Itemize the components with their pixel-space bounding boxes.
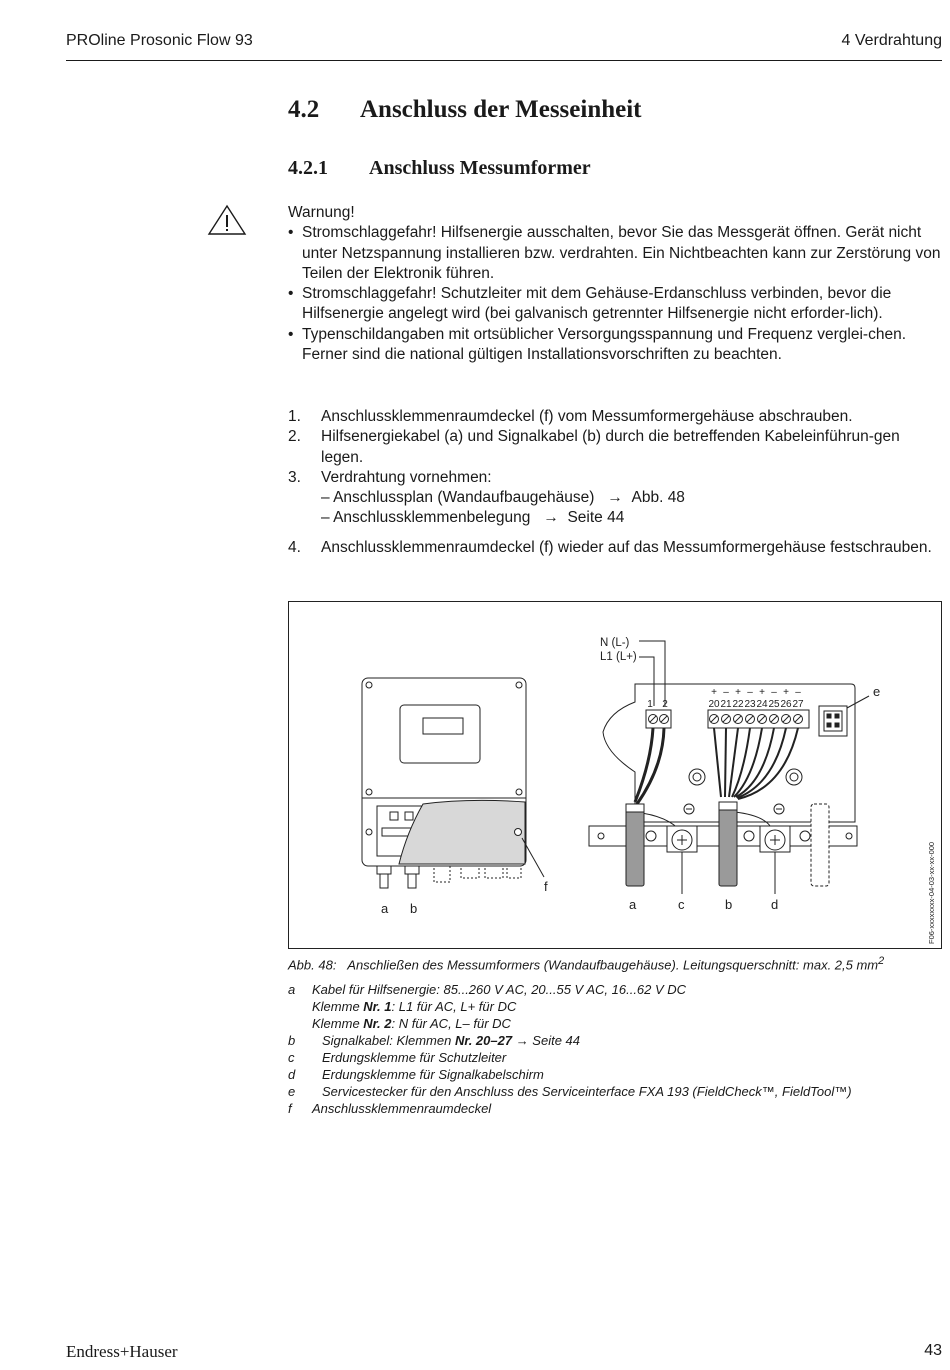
polarity-label: +: [711, 687, 717, 698]
legend-text: Erdungsklemme für Schutzleiter: [322, 1050, 507, 1065]
section-title: Anschluss der Messeinheit: [360, 96, 642, 123]
subsection-number: 4.2.1: [288, 157, 328, 179]
terminal-label: 26: [780, 699, 792, 710]
terminal-label: 20: [708, 699, 720, 710]
terminal-label: 1: [647, 699, 653, 710]
label-b-left: b: [410, 901, 418, 916]
legend-text: Anschlussklemmenraumdeckel: [312, 1101, 492, 1116]
legend-bold: Nr. 1: [363, 999, 392, 1014]
subsection-title: Anschluss Messumformer: [369, 157, 591, 179]
polarity-label: –: [771, 687, 777, 698]
legend-row: [288, 1100, 942, 1117]
polarity-label: –: [747, 687, 753, 698]
polarity-label: –: [795, 687, 801, 698]
transmitter-housing: [362, 678, 544, 888]
wiring-diagram: [289, 602, 941, 948]
terminal-label: 27: [792, 699, 804, 710]
terminal-label: 22: [732, 699, 744, 710]
legend-text: Kabel für Hilfsenergie: 85...260 V AC, 20...55 V AC, 16...62 V DC: [312, 982, 687, 997]
legend-text: Klemme: [312, 999, 364, 1014]
step-text: Anschlussklemmenraumdeckel (f) vom Messumformergehäuse abschrauben.: [321, 408, 853, 425]
label-b-right: b: [725, 897, 733, 912]
label-c: c: [678, 897, 685, 912]
terminal-board: [589, 641, 869, 894]
legend-row: [288, 1066, 942, 1083]
header-document-title: PROline Prosonic Flow 93: [66, 32, 253, 49]
legend-text: : L1 für AC, L+ für DC: [391, 999, 517, 1014]
legend-text: Servicestecker für den Anschluss des Serviceinterface FXA 193 (FieldCheck™, FieldTool™): [322, 1084, 852, 1099]
figure-caption: [288, 955, 942, 972]
step-number: 2.: [288, 428, 301, 446]
label-d: d: [771, 897, 779, 912]
warning-list: [288, 223, 942, 365]
legend-key: c: [288, 1050, 295, 1065]
legend-link[interactable]: → Seite 44: [512, 1033, 581, 1048]
step-item: [288, 468, 942, 529]
substep-text: – Anschlussklemmenbelegung: [321, 509, 531, 527]
section-heading: [288, 96, 642, 124]
header-rule: [66, 60, 942, 61]
polarity-label: +: [783, 687, 789, 698]
substep-text: – Anschlussplan (Wandaufbaugehäuse): [321, 489, 595, 507]
warning-block: [288, 203, 942, 365]
terminal-label: 2: [662, 699, 668, 710]
legend-key: e: [288, 1084, 296, 1099]
footer-brand: Endress+Hauser: [66, 1342, 178, 1361]
step-text: Verdrahtung vornehmen:: [321, 468, 492, 486]
substep-ref-link[interactable]: Abb. 48: [631, 489, 685, 507]
section-number: 4.2: [288, 96, 320, 123]
substep-item: [321, 508, 942, 528]
polarity-label: –: [723, 687, 729, 698]
header-chapter: 4 Verdrahtung: [841, 32, 942, 49]
caption-label: Abb. 48:: [288, 957, 337, 973]
signal-terminal-labels: [708, 699, 804, 710]
subsection-heading: [288, 157, 591, 180]
polarity-label: +: [759, 687, 765, 698]
step-number: 1.: [288, 408, 301, 425]
caption-superscript: 2: [878, 955, 885, 967]
label-a-right: a: [629, 897, 637, 912]
page-number: 43: [924, 1342, 942, 1359]
warning-item: • Stromschlaggefahr! Schutzleiter mit dem Gehäuse-Erdanschluss verbinden, bevor die Hilfsenergie angelegt wird (bei galvanisch getrennter Hilfsenergie nicht erforder-lich).: [288, 284, 942, 325]
legend-key: f: [288, 1101, 292, 1116]
terminal-label: 23: [744, 699, 756, 710]
legend-text: Erdungsklemme für Signalkabelschirm: [322, 1067, 544, 1082]
caption-text: Anschließen des Messumformers (Wandaufbaugehäuse). Leitungsquerschnitt: max. 2,5 mm: [347, 957, 879, 973]
step-item: [288, 427, 942, 468]
terminal-label: 25: [768, 699, 780, 710]
procedure-steps: [288, 407, 942, 558]
terminal-label: 24: [756, 699, 768, 710]
legend-key: d: [288, 1067, 296, 1082]
legend-bold: Nr. 20–27: [454, 1033, 513, 1048]
substep-ref-link[interactable]: Seite 44: [567, 509, 625, 527]
label-l1: L1 (L+): [600, 651, 637, 663]
legend-bold: Nr. 2: [363, 1016, 392, 1031]
warning-item: • Typenschildangaben mit ortsüblicher Versorgungsspannung und Frequenz verglei-chen. Ferner sind die national gültigen Installationsvorschriften zu beachten.: [288, 325, 942, 366]
terminal-label: 21: [720, 699, 732, 710]
legend-row: [288, 1032, 942, 1049]
legend-row: [288, 1015, 942, 1032]
legend-row: [288, 1049, 942, 1066]
legend-text: : N für AC, L– für DC: [391, 1016, 511, 1031]
figure-legend: [288, 981, 942, 1117]
legend-row: [288, 981, 942, 998]
label-a-left: a: [381, 901, 389, 916]
warning-item: • Stromschlaggefahr! Hilfsenergie ausschalten, bevor Sie das Messgerät öffnen. Gerät nicht unter Netzspannung installieren bzw. verdrahten. Ein Nichtbeachten kann zur Zerstörung von Teilen der Elektronik führen.: [288, 223, 942, 284]
label-e: e: [873, 684, 881, 699]
wiring-figure: [288, 601, 942, 949]
step-number: 4.: [288, 538, 301, 556]
step-item: [288, 407, 942, 427]
arrow-right-icon: →: [598, 489, 632, 507]
warning-title: Warnung!: [288, 204, 355, 221]
legend-row: [288, 1083, 942, 1100]
step-number: 3.: [288, 468, 301, 486]
legend-key: a: [288, 982, 296, 997]
arrow-right-icon: →: [534, 509, 568, 527]
figure-code: F06-xxxxxxxx-04-03-xx-xx-000: [927, 841, 936, 944]
label-n: N (L-): [600, 637, 630, 649]
step-text: Anschlussklemmenraumdeckel (f) wieder auf das Messumformergehäuse festschrauben.: [321, 538, 932, 556]
warning-triangle-icon: [207, 204, 247, 236]
polarity-label: +: [735, 687, 741, 698]
substep-item: [321, 488, 942, 508]
legend-text: Klemme: [312, 1016, 364, 1031]
step-item: [288, 538, 942, 558]
legend-row: [288, 998, 942, 1015]
step-text: Hilfsenergiekabel (a) und Signalkabel (b) durch die betreffenden Kabeleinführun-gen legen.: [321, 428, 900, 466]
legend-key: b: [288, 1033, 296, 1048]
legend-text: Signalkabel: Klemmen: [322, 1033, 455, 1048]
label-f: f: [544, 879, 548, 894]
